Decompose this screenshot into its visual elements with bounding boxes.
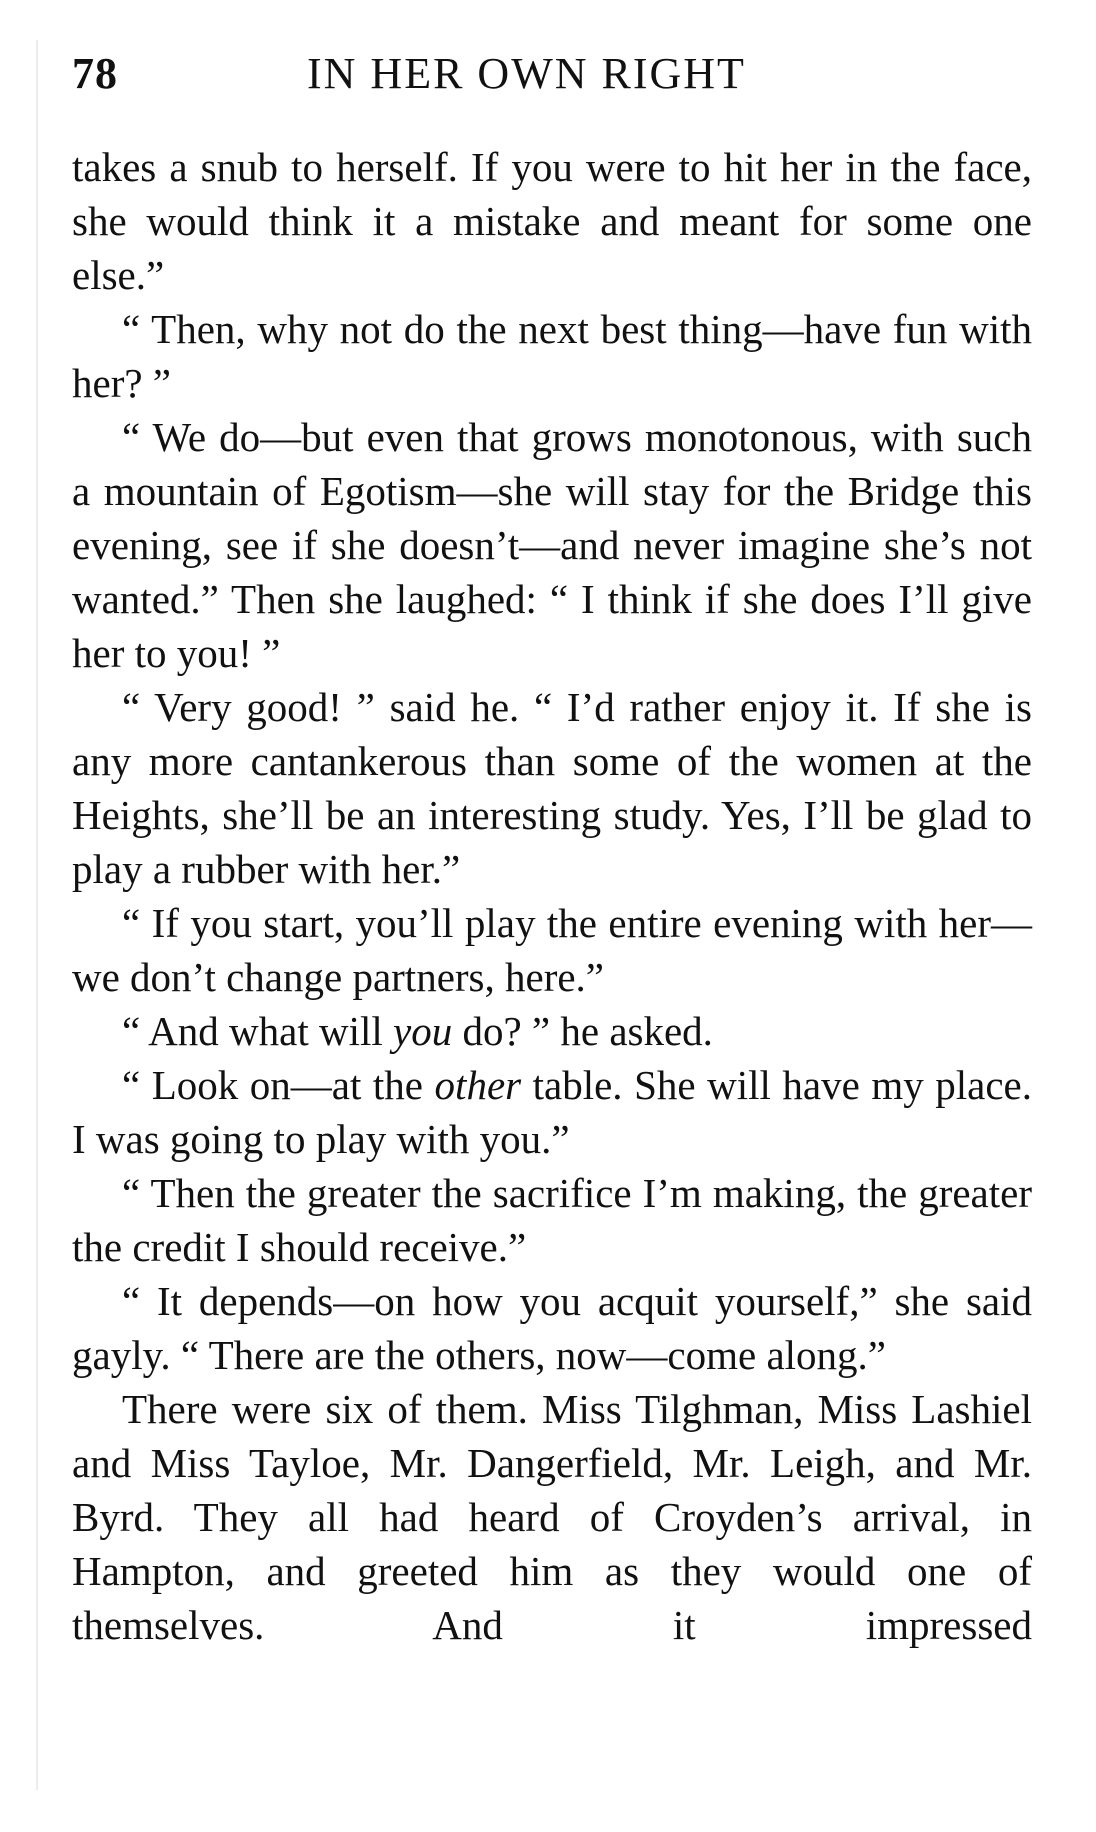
body-text	[72, 140, 1032, 1652]
page-edge-shadow	[36, 40, 38, 1790]
paragraph-7-text-b: table. She will have my place. I was going to play with you.”	[72, 1062, 1033, 1162]
running-title: IN HER OWN RIGHT	[307, 49, 746, 98]
paragraph-7	[72, 1058, 1032, 1166]
paragraph-2: “ Then, why not do the next best thing—have fun with her? ”	[72, 306, 1032, 406]
paragraph-1: takes a snub to herself. If you were to hit her in the face, she would think it a mistake and meant for some one else.”	[72, 144, 1032, 298]
paragraph-7-text-a: “ Look on—at the	[122, 1062, 435, 1108]
paragraph-6	[72, 1004, 1032, 1058]
paragraph-7-emphasis: other	[434, 1062, 522, 1108]
paragraph-6-text-a: “ And what will	[122, 1008, 394, 1054]
paragraph-4: “ Very good! ” said he. “ I’d rather enjoy it. If she is any more cantankerous than some of the women at the Heights, she’ll be an interesting study. Yes, I’ll be glad to play a rubber with her.”	[72, 684, 1032, 892]
paragraph-6-text-b: do? ” he asked.	[452, 1008, 713, 1054]
paragraph-10: There were six of them. Miss Tilghman, Miss Lashiel and Miss Tayloe, Mr. Dangerfield, Mr. Leigh, and Mr. Byrd. They all had heard of Croyden’s arrival, in Hampton, and greeted him as they would one of themselves. And it impressed	[72, 1386, 1032, 1648]
paragraph-5: “ If you start, you’ll play the entire evening with her—we don’t change partners, here.”	[72, 900, 1032, 1000]
paragraph-9: “ It depends—on how you acquit yourself,” she said gayly. “ There are the others, now—come along.”	[72, 1278, 1032, 1378]
running-head	[72, 38, 1032, 98]
paragraph-3: “ We do—but even that grows monotonous, with such a mountain of Egotism—she will stay for the Bridge this evening, see if she doesn’t—and never imagine she’s not wanted.” Then she laughed: “ I think if she does I’ll give her to you! ”	[72, 414, 1032, 676]
paragraph-8: “ Then the greater the sacrifice I’m making, the greater the credit I should receive.”	[72, 1170, 1032, 1270]
page-number: 78	[72, 49, 118, 98]
paragraph-6-emphasis: you	[393, 1008, 453, 1054]
